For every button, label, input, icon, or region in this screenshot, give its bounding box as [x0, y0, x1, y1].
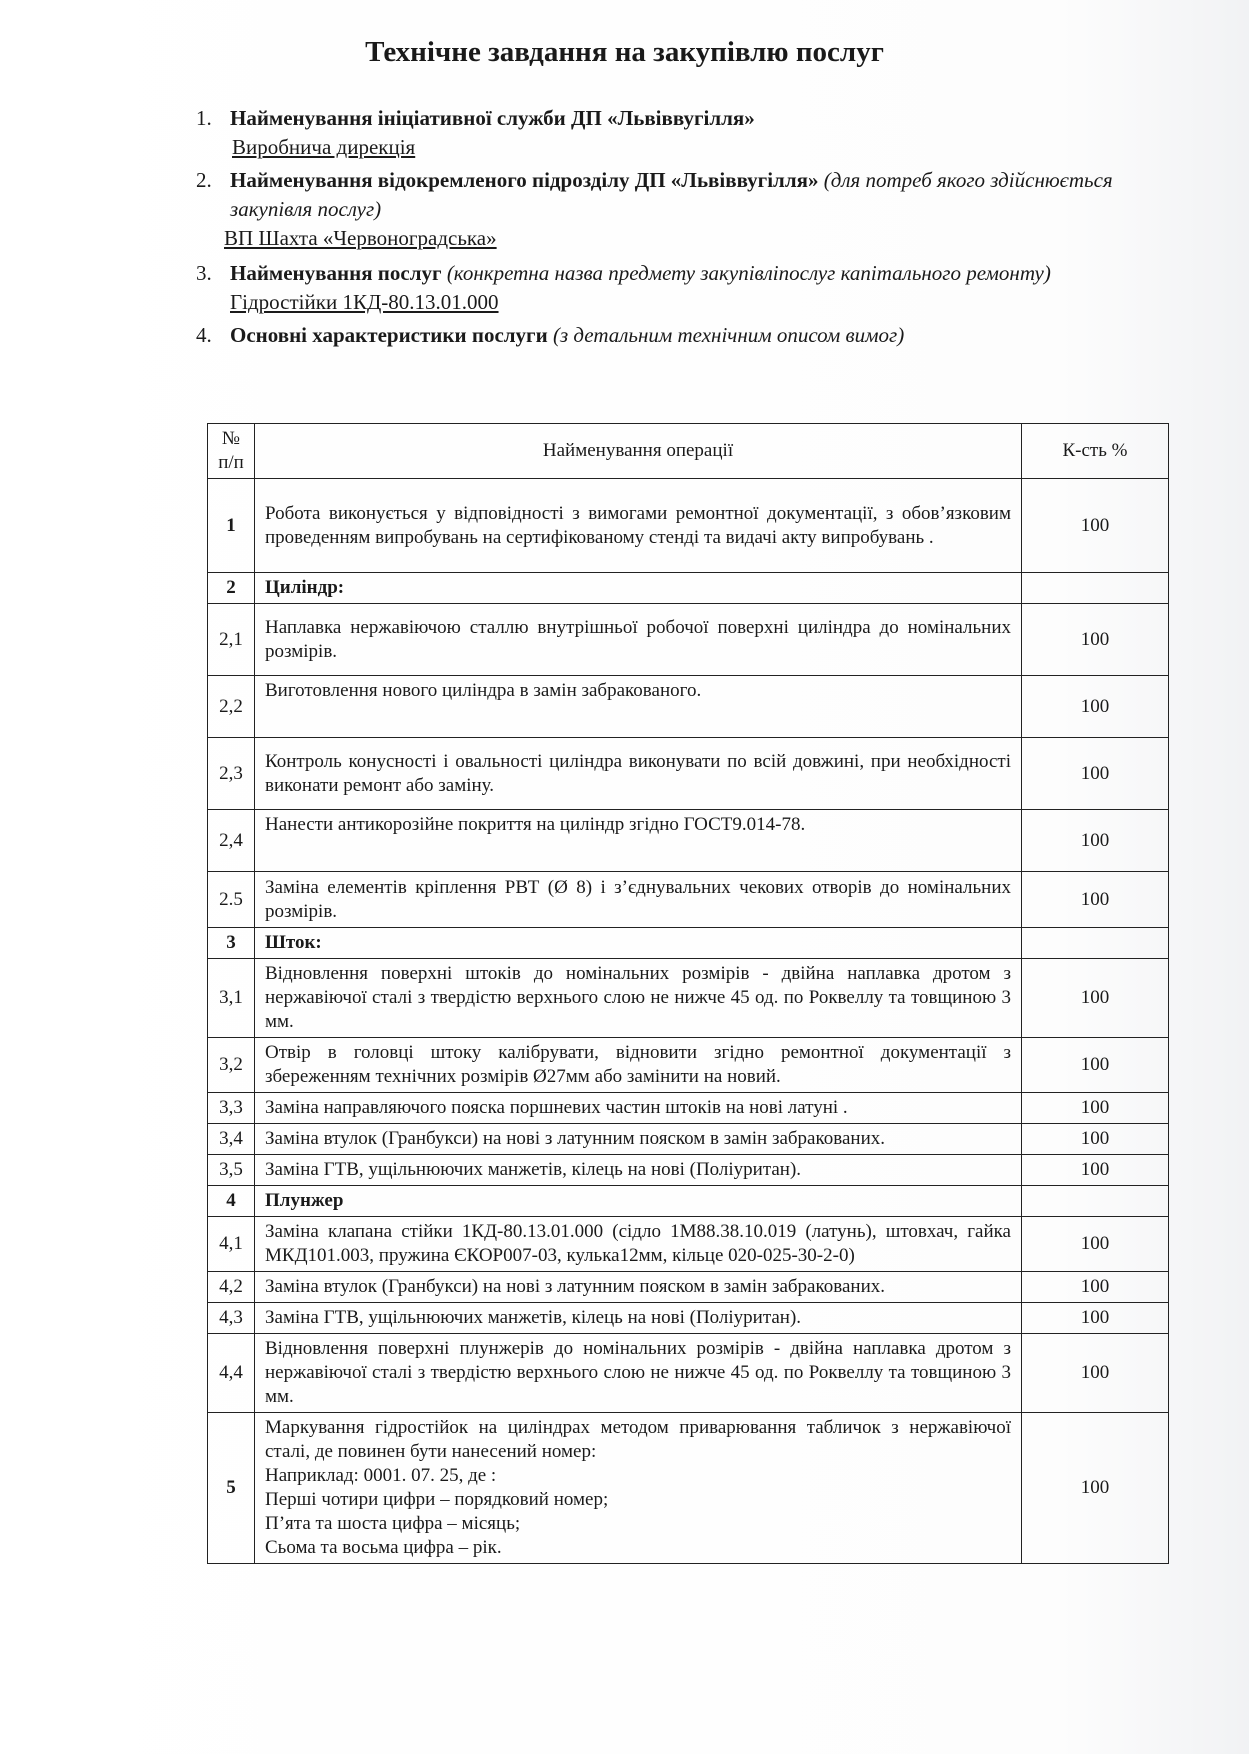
section-row — [208, 573, 1169, 604]
row-num: 3,5 — [208, 1155, 255, 1186]
row-operation: Нанести антикорозійне покриття на циліндр згідно ГОСТ9.014-78. — [255, 810, 1022, 872]
table-row — [208, 738, 1169, 810]
row-quantity: 100 — [1022, 738, 1169, 810]
table-row — [208, 676, 1169, 738]
table-row — [208, 872, 1169, 928]
row-operation: Робота виконується у відповідності з вимогами ремонтної документації, з обов’язковим проведенням випробувань на сертифікованому стенді та видачі акту випробувань . — [255, 479, 1022, 573]
row-num: 2,2 — [208, 676, 255, 738]
section-row — [208, 928, 1169, 959]
table-row — [208, 1038, 1169, 1093]
row-quantity: 100 — [1022, 1413, 1169, 1564]
row-operation: Заміна ГТВ, ущільнюючих манжетів, кілець на нові (Поліуритан). — [255, 1155, 1022, 1186]
section-row — [208, 1186, 1169, 1217]
document-title: Технічне завдання на закупівлю послуг — [365, 36, 884, 68]
section-1 — [196, 104, 1166, 162]
marking-text — [255, 1413, 1022, 1564]
section-number: 1. — [196, 106, 212, 130]
row-quantity: 100 — [1022, 810, 1169, 872]
section-number: 2. — [196, 168, 212, 192]
row-num: 4,3 — [208, 1303, 255, 1334]
row-num: 3,3 — [208, 1093, 255, 1124]
row-quantity: 100 — [1022, 676, 1169, 738]
section-note: (конкретна назва предмету закупівліпослуг капітального ремонту) — [446, 261, 1051, 285]
marking-line: Перші чотири цифри – порядковий номер; — [265, 1489, 609, 1510]
table-row — [208, 959, 1169, 1038]
row-num: 2,4 — [208, 810, 255, 872]
section-number: 4. — [196, 323, 212, 347]
row-operation: Циліндр: — [255, 573, 1022, 604]
row-operation: Заміна клапана стійки 1КД-80.13.01.000 (сідло 1М88.38.10.019 (латунь), штовхач, гайка МКД101.003, пружина ЄКОР007-03, кулька12мм, кільце 020-025-30-2-0) — [255, 1217, 1022, 1272]
table-header-row — [208, 424, 1169, 479]
table-body — [208, 479, 1169, 1564]
row-num: 4,1 — [208, 1217, 255, 1272]
sections-list — [196, 104, 1166, 350]
section-value: Гідростійки 1КД-80.13.01.000 — [230, 290, 499, 314]
table-row — [208, 1124, 1169, 1155]
row-quantity: 100 — [1022, 1334, 1169, 1413]
header-num: № п/п — [208, 424, 255, 479]
row-quantity: 100 — [1022, 1217, 1169, 1272]
row-num: 2.5 — [208, 872, 255, 928]
row-operation: Заміна направляючого пояска поршневих частин штоків на нові латуні . — [255, 1093, 1022, 1124]
row-quantity — [1022, 928, 1169, 959]
section-heading: Найменування ініціативної служби ДП «Львіввугілля» — [230, 106, 755, 130]
row-quantity: 100 — [1022, 1272, 1169, 1303]
section-heading: Найменування відокремленого підрозділу ДП «Львіввугілля» — [230, 168, 819, 192]
row-operation: Плунжер — [255, 1186, 1022, 1217]
row-quantity: 100 — [1022, 1093, 1169, 1124]
table-row — [208, 604, 1169, 676]
row-quantity — [1022, 1186, 1169, 1217]
operations-table — [207, 423, 1169, 1564]
row-operation: Відновлення поверхні штоків до номінальних розмірів - двійна наплавка дротом з нержавіючої сталі з твердістю верхнього слою не нижче 45 од. по Роквеллу та товщиною 3 мм. — [255, 959, 1022, 1038]
table-row — [208, 1155, 1169, 1186]
row-quantity: 100 — [1022, 1038, 1169, 1093]
section-value: ВП Шахта «Червоноградська» — [224, 226, 497, 250]
row-num: 2,3 — [208, 738, 255, 810]
marking-line: П’ята та шоста цифра – місяць; — [265, 1513, 521, 1534]
row-num: 4,2 — [208, 1272, 255, 1303]
section-3 — [196, 259, 1166, 317]
row-num: 4,4 — [208, 1334, 255, 1413]
row-operation: Шток: — [255, 928, 1022, 959]
table-row — [208, 810, 1169, 872]
row-operation: Отвір в головці штоку калібрувати, відновити згідно ремонтної документації з збереженням технічних розмірів Ø27мм або замінити на новий. — [255, 1038, 1022, 1093]
section-note: (для потреб якого здійснюється закупівля послуг) — [230, 168, 1113, 221]
row-operation: Заміна ГТВ, ущільнюючих манжетів, кілець на нові (Поліуритан). — [255, 1303, 1022, 1334]
row-quantity: 100 — [1022, 872, 1169, 928]
row-operation: Заміна втулок (Гранбукси) на нові з латунним пояском в замін забракованих. — [255, 1124, 1022, 1155]
table-row — [208, 1217, 1169, 1272]
row-quantity: 100 — [1022, 1155, 1169, 1186]
header-operation: Найменування операції — [255, 424, 1022, 479]
section-4 — [196, 321, 1166, 350]
section-2 — [196, 166, 1166, 253]
row-operation: Заміна елементів кріплення РВТ (Ø 8) і з’єднувальних чекових отворів до номінальних розмірів. — [255, 872, 1022, 928]
section-number: 3. — [196, 261, 212, 285]
section-heading: Основні характеристики послуги — [230, 323, 548, 347]
row-num: 4 — [208, 1186, 255, 1217]
row-num: 3,1 — [208, 959, 255, 1038]
row-quantity: 100 — [1022, 479, 1169, 573]
row-num: 3,2 — [208, 1038, 255, 1093]
table-row — [208, 1272, 1169, 1303]
marking-line: Маркування гідростійок на циліндрах методом приварювання табличок з нержавіючої сталі, де повинен бути нанесений номер: — [265, 1417, 1011, 1462]
row-operation: Відновлення поверхні плунжерів до номінальних розмірів - двійна наплавка дротом з нержавіючої сталі з твердістю верхнього слою не нижче 45 од. по Роквеллу та товщиною 3 мм. — [255, 1334, 1022, 1413]
marking-line: Наприклад: 0001. 07. 25, де : — [265, 1465, 497, 1486]
table-row — [208, 1093, 1169, 1124]
row-operation: Виготовлення нового циліндра в замін забракованого. — [255, 676, 1022, 738]
row-quantity: 100 — [1022, 1124, 1169, 1155]
marking-line: Сьома та восьма цифра – рік. — [265, 1537, 502, 1558]
row-num: 2,1 — [208, 604, 255, 676]
header-quantity: К-сть % — [1022, 424, 1169, 479]
row-operation: Заміна втулок (Гранбукси) на нові з латунним пояском в замін забракованих. — [255, 1272, 1022, 1303]
row-quantity: 100 — [1022, 959, 1169, 1038]
row-num: 3 — [208, 928, 255, 959]
row-num: 5 — [208, 1413, 255, 1564]
section-value: Виробнича дирекція — [232, 135, 416, 159]
section-heading: Найменування послуг — [230, 261, 442, 285]
section-note: (з детальним технічним описом вимог) — [552, 323, 905, 347]
row-quantity: 100 — [1022, 1303, 1169, 1334]
row-operation: Контроль конусності і овальності циліндра виконувати по всій довжині, при необхідності виконати ремонт або заміну. — [255, 738, 1022, 810]
table-row — [208, 479, 1169, 573]
row-num: 3,4 — [208, 1124, 255, 1155]
row-num: 1 — [208, 479, 255, 573]
row-operation: Наплавка нержавіючою сталлю внутрішньої робочої поверхні циліндра до номінальних розмірів. — [255, 604, 1022, 676]
row-quantity — [1022, 573, 1169, 604]
table-row — [208, 1303, 1169, 1334]
row-num: 2 — [208, 573, 255, 604]
marking-row — [208, 1413, 1169, 1564]
table-row — [208, 1334, 1169, 1413]
row-quantity: 100 — [1022, 604, 1169, 676]
